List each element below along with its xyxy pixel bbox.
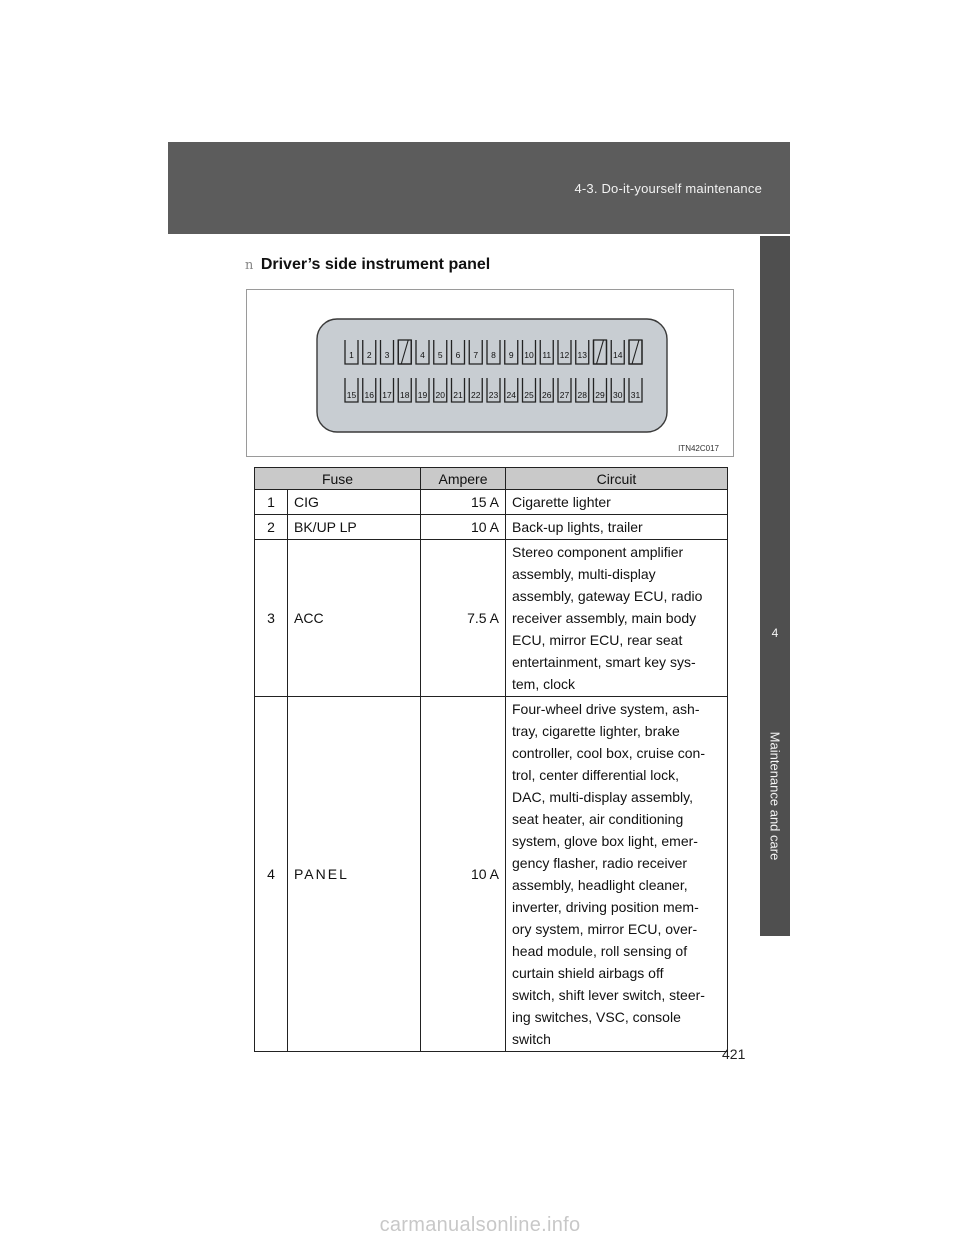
ampere-column-header: Ampere bbox=[421, 468, 506, 490]
fuse-number: 3 bbox=[255, 540, 288, 697]
fuse-slot-label: 24 bbox=[506, 390, 516, 400]
circuit-line: controller, cool box, cruise con- bbox=[512, 745, 705, 761]
section-title bbox=[245, 256, 490, 274]
fuse-name: ACC bbox=[288, 540, 421, 697]
fuse-table-header bbox=[255, 468, 728, 490]
circuit-line: switch, shift lever switch, steer- bbox=[512, 987, 705, 1003]
fuse-slot-label: 20 bbox=[435, 390, 445, 400]
fuse-name: BK/UP LP bbox=[288, 515, 421, 540]
fuse-slot-label: 7 bbox=[473, 350, 479, 360]
fuse-slot-label: 22 bbox=[471, 390, 481, 400]
section-bullet: n bbox=[245, 258, 254, 273]
fuse-ampere: 10 A bbox=[421, 697, 506, 1052]
fuse-circuit: Back-up lights, trailer bbox=[506, 515, 728, 540]
page-number: 421 bbox=[722, 1046, 746, 1062]
chapter-section-label: 4-3. Do-it-yourself maintenance bbox=[574, 181, 762, 196]
fuse-ampere: 7.5 A bbox=[421, 540, 506, 697]
circuit-line: trol, center differential lock, bbox=[512, 767, 680, 783]
fuse-slot-label: 23 bbox=[488, 390, 499, 400]
fuse-slot-label: 17 bbox=[382, 390, 392, 400]
table-row bbox=[255, 490, 728, 515]
fuse-ampere: 10 A bbox=[421, 515, 506, 540]
circuit-line: Stereo component amplifier bbox=[512, 544, 684, 560]
diagram-code: ITN42C017 bbox=[678, 444, 719, 453]
fuse-slot-label: 13 bbox=[577, 350, 587, 360]
fuse-number: 4 bbox=[255, 697, 288, 1052]
fuse-slot-label: 26 bbox=[542, 390, 552, 400]
circuit-line: ory system, mirror ECU, over- bbox=[512, 921, 698, 937]
circuit-line: switch bbox=[512, 1031, 551, 1047]
circuit-line: DAC, multi-display assembly, bbox=[512, 789, 694, 805]
table-row bbox=[255, 697, 728, 1052]
fuse-name: CIG bbox=[288, 490, 421, 515]
fuse-slot-label: 14 bbox=[613, 350, 623, 360]
chapter-tab-label: Maintenance and care bbox=[767, 731, 783, 861]
circuit-line: ECU, mirror ECU, rear seat bbox=[512, 632, 683, 648]
fuse-slot-label: 25 bbox=[524, 390, 534, 400]
fuse-slot-label: 19 bbox=[417, 390, 428, 400]
fuse-slot-label: 10 bbox=[524, 350, 534, 360]
circuit-line: receiver assembly, main body bbox=[512, 610, 697, 626]
fuse-table bbox=[254, 467, 728, 1052]
watermark: carmanualsonline.info bbox=[379, 1214, 581, 1236]
chapter-tab-number: 4 bbox=[771, 626, 779, 640]
fuse-slot-label: 8 bbox=[491, 350, 496, 360]
circuit-line: tem, clock bbox=[512, 676, 576, 692]
section-title-text: Driver’s side instrument panel bbox=[260, 256, 491, 273]
fuse-number: 1 bbox=[255, 490, 288, 515]
circuit-line: Four-wheel drive system, ash- bbox=[512, 701, 700, 717]
fuse-slot-label: 16 bbox=[364, 390, 374, 400]
circuit-line: assembly, gateway ECU, radio bbox=[512, 588, 703, 604]
chapter-header bbox=[168, 142, 790, 234]
fuse-ampere: 15 A bbox=[421, 490, 506, 515]
fuse-slot-label: 28 bbox=[577, 390, 587, 400]
fuse-box-housing bbox=[317, 319, 667, 432]
circuit-line: system, glove box light, emer- bbox=[512, 833, 698, 849]
fuse-slot-label: 5 bbox=[437, 350, 443, 360]
circuit-line: inverter, driving position mem- bbox=[512, 899, 699, 915]
circuit-column-header: Circuit bbox=[506, 468, 728, 490]
fuse-slot-label: 31 bbox=[630, 390, 641, 400]
circuit-line: assembly, multi-display bbox=[512, 566, 656, 582]
fuse-slot-label: 3 bbox=[384, 350, 390, 360]
fuse-slot-label: 29 bbox=[595, 390, 605, 400]
fuse-slot-label: 12 bbox=[559, 350, 570, 360]
fuse-circuit bbox=[506, 540, 728, 697]
fuse-number: 2 bbox=[255, 515, 288, 540]
fuse-box-illustration bbox=[247, 290, 733, 456]
fuse-slot-label: 30 bbox=[613, 390, 623, 400]
fuse-slot-label: 27 bbox=[559, 390, 570, 400]
fuse-slot-label: 2 bbox=[366, 350, 372, 360]
fuse-circuit bbox=[506, 697, 728, 1052]
fuse-slot-label: 6 bbox=[455, 350, 461, 360]
fuse-circuit: Cigarette lighter bbox=[506, 490, 728, 515]
circuit-line: ing switches, VSC, console bbox=[512, 1009, 681, 1025]
table-row bbox=[255, 515, 728, 540]
fuse-slot-label: 1 bbox=[349, 350, 354, 360]
fuse-column-header: Fuse bbox=[255, 468, 421, 490]
circuit-line: tray, cigarette lighter, brake bbox=[512, 723, 680, 739]
table-row bbox=[255, 540, 728, 697]
fuse-slot-label: 18 bbox=[400, 390, 410, 400]
chapter-side-tab bbox=[760, 236, 790, 936]
fuse-name: PANEL bbox=[288, 697, 421, 1052]
fuse-slot-label: 15 bbox=[346, 390, 357, 400]
fuse-slot-label: 9 bbox=[508, 350, 514, 360]
fuse-slot-label: 21 bbox=[453, 390, 463, 400]
circuit-line: head module, roll sensing of bbox=[512, 943, 688, 959]
fuse-slot-label: 4 bbox=[420, 350, 425, 360]
circuit-line: curtain shield airbags off bbox=[512, 965, 664, 981]
fuse-box-diagram bbox=[246, 289, 734, 457]
circuit-line: gency flasher, radio receiver bbox=[512, 855, 688, 871]
fuse-slot-label: 11 bbox=[542, 350, 552, 360]
circuit-line: seat heater, air conditioning bbox=[512, 811, 684, 827]
circuit-line: assembly, headlight cleaner, bbox=[512, 877, 688, 893]
circuit-line: entertainment, smart key sys- bbox=[512, 654, 696, 670]
